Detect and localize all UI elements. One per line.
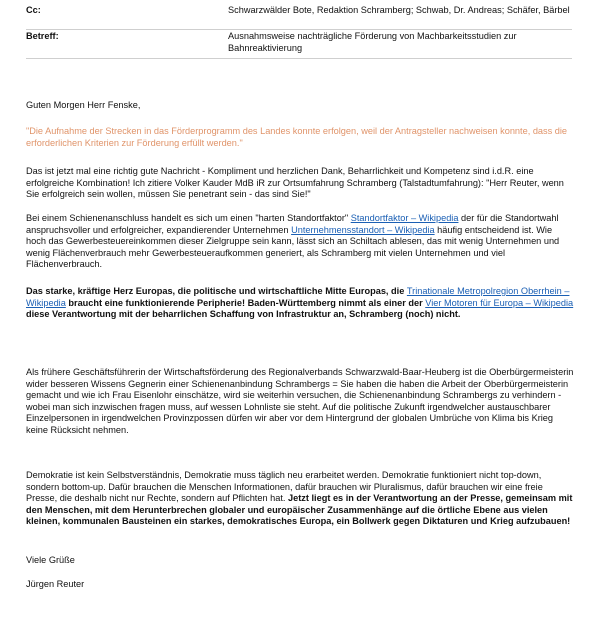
paragraph-2-text-c: häufig entscheidend ist. Wie hoch das Gewerbesteuereinkommen dieser Zielgruppe sein kann, lässt sich an Schiltach ablesen, das mit wenig Unternehmen und wenig Flächenverbrauch mehr Gewerbesteueraufkommen generiert, als Schramberg mit vielen Unternehmen und viel Flächenverbrauch. — [26, 224, 560, 270]
paragraph-3-text-c: diese Verantwortung mit der beharrlichen Schaffung von Infrastruktur an, Schramberg (noch) nicht. — [26, 309, 461, 320]
signature: Jürgen Reuter — [26, 579, 85, 589]
divider — [26, 58, 572, 59]
paragraph-3 — [26, 286, 574, 321]
paragraph-2-text-a: Bei einem Schienenanschluss handelt es sich um einen "harten Standortfaktor" — [26, 213, 351, 223]
subject-value: Ausnahmsweise nachträgliche Förderung von Machbarkeitsstudien zur Bahnreaktivierung — [228, 31, 517, 53]
link-unternehmensstandort[interactable]: Unternehmensstandort – Wikipedia — [291, 224, 435, 235]
cc-value: Schwarzwälder Bote, Redaktion Schramberg; Schwab, Dr. Andreas; Schäfer, Bärbel — [228, 5, 570, 15]
paragraph-4: Als frühere Geschäftsführerin der Wirtschaftsförderung des Regionalverbands Schwarzwald-Baar-Heuberg ist die Oberbürgermeisterin wider besseren Wissens Gegnerin einer Schienenanbindung Schrambergs = Sie haben die haben die Arbeit der Oberbürgermeisterin gemacht und wie ich Frau Eisenlohr einschätze, wird sie weiterhin versuchen, die Schienenanbindung Schrambergs zu verhindern - wobei man sich inzwischen fragen muss, auf wessen Lohnliste sie steht. Auf die politische Zukunft irgendwelcher austauschbarer Einzelpersonen in irgendwelchen Provinzpossen dürfen wir aber vor dem Hintergrund der globalen Umbrüche von Klima bis Krieg keine Rücksicht nehmen. — [26, 367, 574, 435]
greeting: Guten Morgen Herr Fenske, — [26, 100, 141, 110]
link-vier-motoren[interactable]: Vier Motoren für Europa – Wikipedia — [425, 297, 574, 308]
subject-label: Betreff: — [26, 31, 59, 41]
quoted-text: "Die Aufnahme der Strecken in das Förderprogramm des Landes konnte erfolgen, weil der Antragsteller nachweisen konnte, dass die erforderlichen Kriterien zur Förderung erfüllt werden." — [26, 126, 568, 148]
cc-label: Cc: — [26, 5, 41, 15]
link-standortfaktor[interactable]: Standortfaktor – Wikipedia — [350, 213, 459, 223]
paragraph-3-text-b: braucht eine funktionierende Peripherie! Baden-Württemberg nimmt als einer der — [65, 297, 426, 308]
paragraph-3-text-a: Das starke, kräftige Herz Europas, die politische und wirtschaftliche Mitte Europas, die — [26, 286, 407, 296]
paragraph-5-bold: Jetzt liegt es in der Verantwortung an der Presse, gemeinsam mit den Menschen, mit dem Herunterbrechen globaler und europäischer Zusammenhänge auf die örtliche Ebene aus vielen kleinen, kommunalen Bausteinen ein starkes, demokratisches Europa, ein Bollwerk gegen Diktaturen und Krieg aufzubauen! — [26, 493, 573, 527]
paragraph-1: Das ist jetzt mal eine richtig gute Nachricht - Kompliment und herzlichen Dank, Beharrlichkeit und Kompetenz sind i.d.R. eine erfolgreiche Kombination! Ich zitiere Volker Kauder MdB iR zur Ortsumfahrung Schramberg (Talstadtumfahrung): "Herr Reuter, wenn Sie erfolgreich sein wollen, müssen Sie penetrant sein - das sind Sie!" — [26, 166, 564, 200]
closing: Viele Grüße — [26, 555, 75, 565]
paragraph-2 — [26, 213, 574, 271]
link-metropolregion-oberrhein[interactable]: Trinationale Metropolregion Oberrhein – Wikipedia — [26, 286, 570, 308]
paragraph-2-text-b: der für die Standortwahl anspruchsvoller und erfolgreicher, expandierender Unternehmen — [26, 213, 559, 235]
paragraph-5-text: Demokratie ist kein Selbstverständnis, Demokratie muss täglich neu erarbeitet werden. Demokratie funktioniert nicht top-down, sondern bottom-up. Dafür brauchen die Menschen Informationen, dafür brauchen wir Pluralismus, dafür brauchen wir eine freie Presse, die deshalb nicht nur Rechte, sondern auf Pflichten hat. — [26, 470, 543, 504]
paragraph-5 — [26, 470, 574, 528]
